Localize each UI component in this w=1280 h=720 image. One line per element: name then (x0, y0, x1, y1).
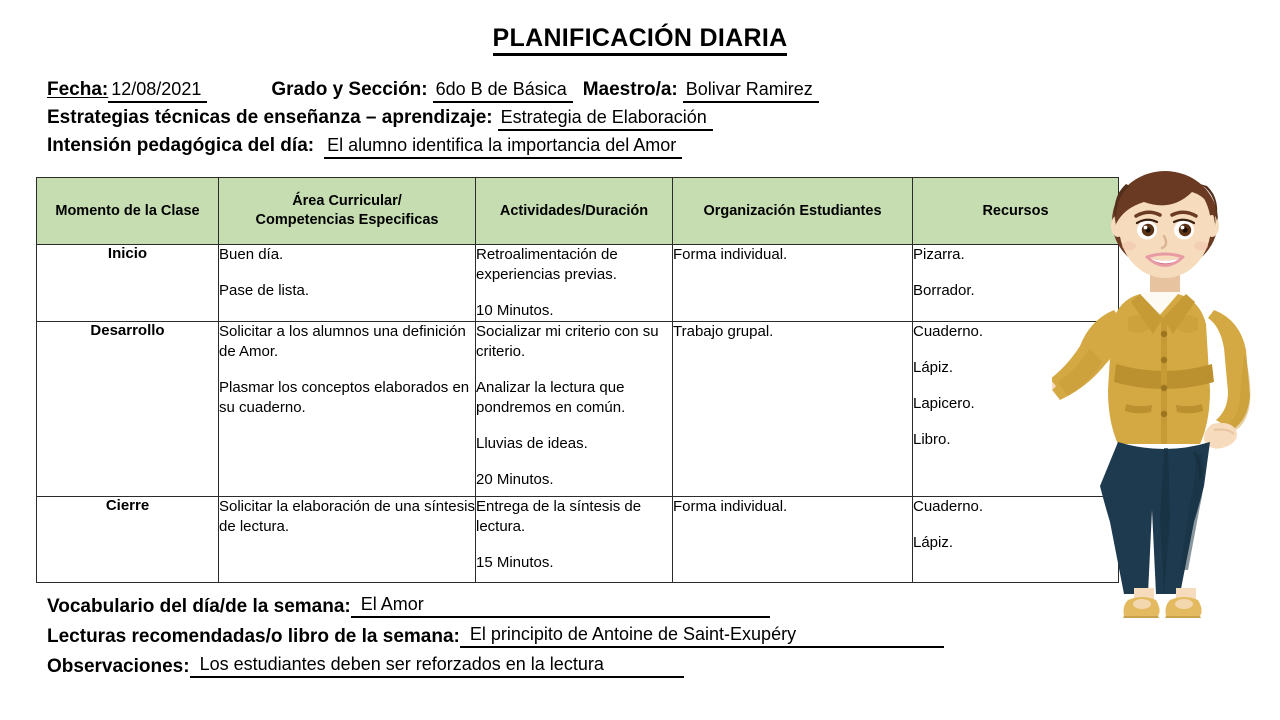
cell-line: Entrega de la síntesis de lectura. (476, 498, 642, 535)
table-header-row (37, 178, 1119, 245)
cell-line: Retroalimentación de experiencias previas. (476, 246, 618, 283)
cell-line: Lapicero. (913, 395, 975, 412)
table-row (37, 497, 1119, 583)
cell-line: Libro. (913, 431, 951, 448)
maestro-value[interactable]: Bolivar Ramirez (683, 78, 819, 103)
cell-line: Forma individual. (673, 498, 788, 515)
cell-momento-inicio: Inicio (37, 245, 219, 322)
cell-area-inicio (219, 245, 476, 322)
cell-line: Pase de lista. (219, 282, 310, 299)
cell-line: 20 Minutos. (476, 471, 554, 488)
meta-row-estrategias (47, 105, 1107, 131)
cell-organizacion-desarrollo (673, 322, 913, 497)
grado-value[interactable]: 6do B de Básica (433, 78, 573, 103)
column-header-organizacion: Organización Estudiantes (673, 178, 913, 245)
teacher-cartoon-icon (1052, 168, 1278, 618)
footer-row-observaciones (47, 651, 1057, 678)
teacher-illustration (1052, 168, 1278, 618)
cell-line: Lluvias de ideas. (476, 435, 588, 452)
table-row (37, 245, 1119, 322)
column-header-actividades: Actividades/Duración (476, 178, 673, 245)
column-header-area-curricular (219, 178, 476, 245)
cell-line: Solicitar a los alumnos una definición de Amor. (219, 323, 466, 360)
cell-organizacion-inicio (673, 245, 913, 322)
meta-row-intension (47, 133, 1107, 159)
header-meta-block (47, 77, 1107, 161)
cell-line: Lápiz. (913, 359, 954, 376)
cell-area-cierre (219, 497, 476, 583)
page-title (0, 24, 1280, 53)
footer-block (47, 591, 1057, 681)
column-header-momento: Momento de la Clase (37, 178, 219, 245)
intension-label: Intensión pedagógica del día: (47, 135, 315, 156)
cell-line: Buen día. (219, 246, 284, 263)
fecha-label: Fecha: (47, 79, 109, 100)
vocabulario-value[interactable]: El Amor (351, 593, 770, 618)
observaciones-value[interactable]: Los estudiantes deben ser reforzados en la lectura (190, 653, 684, 678)
cell-actividades-cierre (476, 497, 673, 583)
estrategias-value[interactable]: Estrategia de Elaboración (498, 106, 713, 131)
cell-momento-cierre: Cierre (37, 497, 219, 583)
cell-momento-desarrollo: Desarrollo (37, 322, 219, 497)
estrategias-label: Estrategias técnicas de enseñanza – aprendizaje: (47, 107, 493, 128)
cell-line: Lápiz. (913, 534, 954, 551)
table-body (37, 245, 1119, 583)
observaciones-label: Observaciones: (47, 656, 190, 677)
table-header (37, 178, 1119, 245)
cell-line: Analizar la lectura que pondremos en común. (476, 379, 626, 416)
table-row (37, 322, 1119, 497)
cell-line: Trabajo grupal. (673, 323, 774, 340)
cell-line: Plasmar los conceptos elaborados en su cuaderno. (219, 379, 470, 416)
meta-row-fecha-grado-maestro (47, 77, 1107, 103)
lesson-plan-table (36, 177, 1119, 583)
footer-row-vocabulario (47, 591, 1057, 618)
grado-label: Grado y Sección: (271, 79, 428, 100)
cell-line: Borrador. (913, 282, 975, 299)
column-header-area-line1: Área Curricular/ (292, 193, 402, 209)
column-header-area-line2: Competencias Especificas (255, 212, 439, 228)
cell-line: 10 Minutos. (476, 302, 554, 319)
vocabulario-label: Vocabulario del día/de la semana: (47, 596, 351, 617)
cell-area-desarrollo (219, 322, 476, 497)
footer-row-lecturas (47, 621, 1057, 648)
cell-line: Solicitar la elaboración de una síntesis de lectura. (219, 498, 475, 535)
intension-value[interactable]: El alumno identifica la importancia del Amor (324, 134, 682, 159)
cell-line: 15 Minutos. (476, 554, 554, 571)
page-title-text: PLANIFICACIÓN DIARIA (493, 24, 788, 56)
cell-line: Cuaderno. (913, 323, 984, 340)
column-header-recursos: Recursos (913, 178, 1119, 245)
cell-actividades-desarrollo (476, 322, 673, 497)
fecha-value[interactable]: 12/08/2021 (108, 78, 207, 103)
cell-line: Pizarra. (913, 246, 965, 263)
cell-organizacion-cierre (673, 497, 913, 583)
lecturas-label: Lecturas recomendadas/o libro de la semana: (47, 626, 460, 647)
cell-line: Forma individual. (673, 246, 788, 263)
cell-actividades-inicio (476, 245, 673, 322)
cell-line: Socializar mi criterio con su criterio. (476, 323, 659, 360)
cell-line: Cuaderno. (913, 498, 984, 515)
maestro-label: Maestro/a: (582, 79, 678, 100)
lecturas-value[interactable]: El principito de Antoine de Saint-Exupéry (460, 623, 944, 648)
